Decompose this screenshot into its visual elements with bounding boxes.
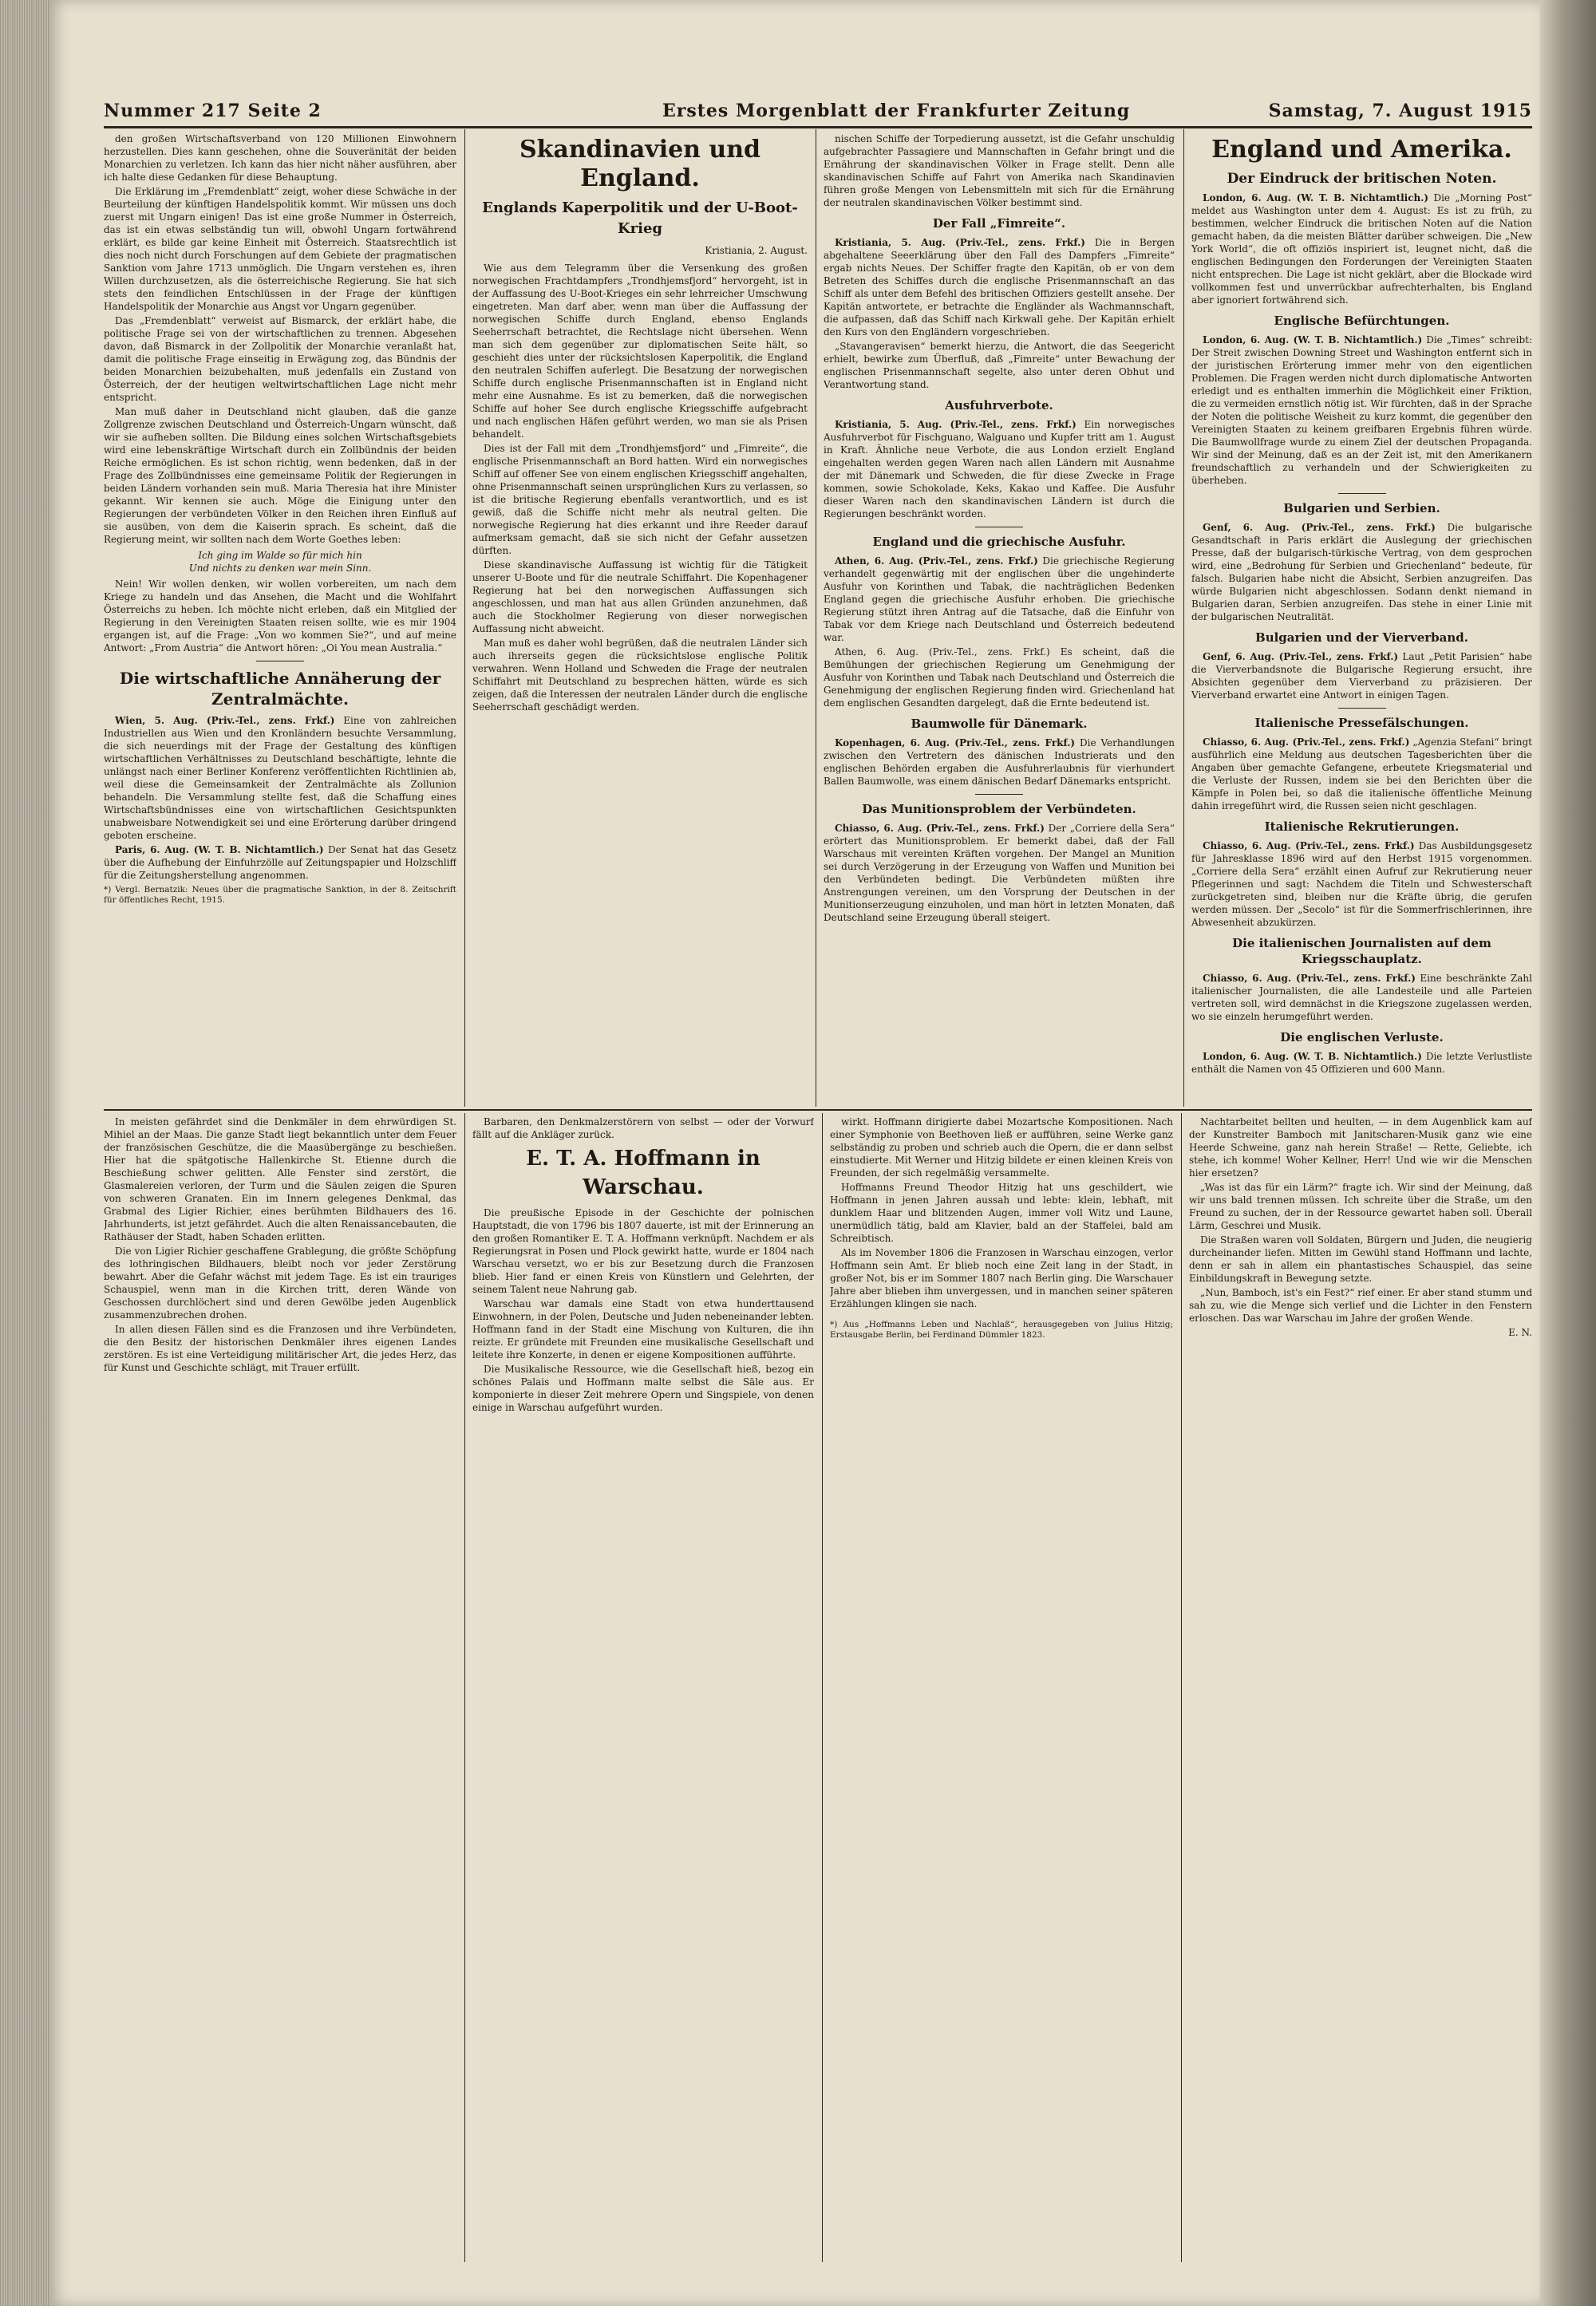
article-paragraph: [104, 843, 456, 882]
article-paragraph: Diese skandinavische Auffassung ist wichtig für die Tätigkeit unserer U-Boote und für die neutrale Schiffahrt. Die Kopenhagener Regierung hat bei den norwegischen Auffassungen sich angeschlossen, und man hat aus allen Gründen anzunehmen, daß auch die Stockholmer Regierung von dieser norwegischen Auffassung nicht abweicht.: [472, 559, 808, 634]
header-page-number: Nummer 217 Seite 2: [104, 101, 322, 121]
article-paragraph: „Stavangeravisen“ bemerkt hierzu, die Antwort, die das Seegericht erhielt, bewirke zum Überfluß, daß „Fimreite“ unter Bewachung der englischen Prisenmannschaft segelte, also unter deren Obhut und Verantwortung stand.: [824, 341, 1175, 390]
dateline: London, 6. Aug. (W. T. B. Nichtamtlich.): [1203, 192, 1429, 203]
separator: [1338, 493, 1386, 494]
article-paragraph: Die Musikalische Ressource, wie die Gesellschaft hieß, bezog ein schönes Palais und Hoffmann malte selbst die Säle aus. Er komponierte in dieser Zeit mehrere Opern und Singspiele, von denen einige in Warschau aufgeführt wurden.: [472, 1364, 814, 1413]
dateline: Chiasso, 6. Aug. (Priv.-Tel., zens. Frkf.): [1203, 840, 1415, 851]
dateline: Kristiania, 5. Aug. (Priv.-Tel., zens. Frkf.): [835, 237, 1085, 248]
column-2: [472, 132, 808, 1106]
article-paragraph: Als im November 1806 die Franzosen in Warschau einzogen, verlor Hoffmann sein Amt. Er blieb noch eine Zeit lang in der Stadt, in großer Not, bis er im Sommer 1807 nach Berlin ging. Die Warschauer Jahre aber blieben ihm unvergessen, und in manchen seiner späteren Erzählungen klingen sie nach.: [830, 1247, 1173, 1309]
headline-hoffmann: E. T. A. Hoffmann in Warschau.: [526, 1147, 760, 1199]
dateline: Genf, 6. Aug. (Priv.-Tel., zens. Frkf.): [1203, 651, 1399, 662]
footnote: *) Vergl. Bernatzik: Neues über die pragmatische Sanktion, in der 8. Zeitschrift für öffentliches Recht, 1915.: [104, 885, 456, 905]
column-divider: [822, 1113, 823, 2262]
header-masthead: Erstes Morgenblatt der Frankfurter Zeitung: [662, 101, 1131, 121]
column-1: [104, 132, 456, 1106]
article-paragraph: [1191, 521, 1532, 623]
feuilleton-column-1: [104, 1115, 456, 2257]
article-paragraph: Man muß daher in Deutschland nicht glauben, daß die ganze Zollgrenze zwischen Deutschland und Österreich-Ungarn wünscht, daß wir sie aufheben sollten. Die Bildung eines solchen Wirtschaftsgebiets wird eine lebenskräftige Wirtschaft durch ein Zollbündnis der beiden Reiche ermöglichen. Es ist schon richtig, wenn bedenken, daß in der Frage des Zollbündnisses eine gemeinsame Politik der Regierungen in beiden Ländern vorhanden sein muß. Maria Theresia hat ihre Minister gekannt. Wir kennen sie auch. Möge die Einigung unter den Regierungen der verbündeten Völker in den Reichen ihren Einfluß auf sie ausüben, von dem die Kaiserin sprach. Es scheint, daß die Regierung meint, wir sollten nach dem Worte Goethes leben:: [104, 406, 456, 545]
dateline: Genf, 6. Aug. (Priv.-Tel., zens. Frkf.): [1203, 522, 1436, 533]
feuilleton-column-4: [1189, 1115, 1532, 2257]
article-paragraph: [824, 418, 1175, 520]
article-paragraph: [824, 236, 1175, 338]
article-paragraph: nischen Schiffe der Torpedierung aussetzt, ist die Gefahr unschuldig aufgebrachter Passagiere und Mannschaften in Gefahr bringt und die Ernährung der skandinavischen Völker in Frage stellt. Denn alle skandinavischen Schiffe auf Fahrt von Amerika nach Skandinavien führen große Mengen von Lebensmitteln mit sich für die Ernährung der neutralen skandinavischen Völker bestimmt sind.: [824, 133, 1175, 208]
article-paragraph: [104, 714, 456, 842]
article-text: Eine beschränkte Zahl italienischer Journalisten, die alle Landesteile und alle Parteien vertreten soll, wird demnächst in die Kriegszone zugelassen werden, wo sie einzeln herumgeführt werden.: [1191, 973, 1532, 1022]
section-rule: [104, 1109, 1532, 1111]
author-signature: E. N.: [1508, 1327, 1532, 1338]
dateline: Chiasso, 6. Aug. (Priv.-Tel., zens. Frkf.): [1203, 736, 1410, 748]
article-text: Laut „Petit Parisien“ habe die Vierverbandsnote die Bulgarische Regierung ersucht, ihre Absichten gegenüber dem Vierverband zu präzisieren. Der Vierverband erwartet eine Antwort in einigen Tagen.: [1191, 651, 1532, 701]
header-date: Samstag, 7. August 1915: [1268, 101, 1532, 121]
headline-munitionsproblem: Das Munitionsproblem der Verbündeten.: [862, 802, 1136, 816]
footnote: *) Aus „Hoffmanns Leben und Nachlaß“, herausgegeben von Julius Hitzig; Erstausgabe Berlin, bei Ferdinand Dümmler 1823.: [830, 1320, 1173, 1340]
article-paragraph: Nachtarbeitet bellten und heulten, — in dem Augenblick kam auf der Kunstreiter Bamboch mit Janitscharen-Musik ganz wie eine Heerde Schweine, ganz nah herein Straße! — Rette, Geliebte, ich stehe, ich komme! Woher Kellner, Herr! Und wie wir die Menschen hier ersetzen?: [1189, 1116, 1532, 1179]
column-divider: [464, 1113, 465, 2262]
article-paragraph: [1191, 1050, 1532, 1076]
headline-ausfuhrverbote: Ausfuhrverbote.: [945, 398, 1053, 413]
article-text: Die „Morning Post“ meldet aus Washington unter dem 4. August: Es ist zu früh, zu bestimmen, welcher Eindruck die britischen Noten auf die Nation gemacht haben, da die meisten Blätter darüber schweigen. Die „New York World“, die oft offiziös inspiriert ist, leugnet nicht, daß die englischen Bedingungen den Forderungen der Vereinigten Staaten nicht entsprechen. Die Lage ist nicht geklärt, aber die Blockade wird vollkommen fest und unverrückbar aufrechterhalten, bis England aber ignoriert fortwährend sich.: [1191, 192, 1532, 306]
article-paragraph: [824, 822, 1175, 924]
article-text: Eine von zahlreichen Industriellen aus Wien und den Kronländern besuchte Versammlung, die sich neuerdings mit der Frage der Gestaltung des künftigen wirtschaftlichen Verhältnisses zu Deutschland beschäftigte, lehnte die unlängst nach einer Berliner Konferenz veröffentlichten Richtlinien ab, weil diese die Gemeinsamkeit der Zentralmächte als Zollunion behandeln. Die Versammlung stellte fest, daß die Schaffung eines Wirtschaftsbündnisses eine von wirtschaftlichen Gesichtspunkten unabweisbare Notwendigkeit sei und eine Erörterung darüber dringend geboten erscheine.: [104, 715, 456, 841]
page-header: [104, 96, 1532, 126]
article-text: Das Ausbildungsgesetz für Jahresklasse 1896 wird auf den Herbst 1915 vorgenommen. „Corriere della Sera“ erzählt einen Aufruf zur Rekrutierung neuer Pflegerinnen und sagt: Nachdem die Titeln und Schwesterschaft zurückgetreten sind, bleiben nur die Kräfte übrig, die gerufen werden müssen. Der „Secolo“ ist für die Sommerfrischlerinnen, ihre Abwesenheit abzukürzen.: [1191, 840, 1532, 928]
dateline: Kopenhagen, 6. Aug. (Priv.-Tel., zens. Frkf.): [835, 737, 1076, 748]
article-paragraph: Hoffmanns Freund Theodor Hitzig hat uns geschildert, wie Hoffmann in jenen Jahren aussah und lebte: klein, lebhaft, mit dunklem Haar und blitzenden Augen, immer voll Witz und Laune, unermüdlich tätig, bald am Klavier, bald an der Staffelei, bald am Schreibtisch.: [830, 1182, 1173, 1244]
article-paragraph: [1191, 972, 1532, 1023]
column-3: [824, 132, 1175, 1106]
dateline: London, 6. Aug. (W. T. B. Nichtamtlich.): [1203, 1051, 1422, 1062]
separator: [1338, 708, 1386, 709]
dateline: London, 6. Aug. (W. T. B. Nichtamtlich.): [1203, 334, 1423, 346]
headline-griechische-ausfuhr: England und die griechische Ausfuhr.: [872, 535, 1126, 549]
separator: [975, 794, 1023, 795]
article-text: Der „Corriere della Sera“ erörtert das Munitionsproblem. Er bemerkt dabei, daß der Fall Warschaus mit vereinten Kräften vorgehen. Der Mangel an Munition sei durch Verzögerung in der Erzeugung von Waffen und Munition bei den Verbündeten bedingt. Die Verbündeten müßten ihre Anstrengungen vereinen, um den Vorsprung der Deutschen in der Munitionserzeugung einzuholen, und man hört in letzten Monaten, daß Deutschland seine Erzeugung überall steigert.: [824, 823, 1175, 923]
dateline: Kristiania, 2. August.: [705, 245, 808, 256]
headline-baumwolle: Baumwolle für Dänemark.: [911, 717, 1088, 731]
verse-line: Und nichts zu denken war mein Sinn.: [188, 563, 372, 574]
article-text: „Agenzia Stefani“ bringt ausführlich eine Meldung aus deutschen Tagesberichten über die Angaben über gemachte Gefangene, erbeutete Kriegsmaterial und die Verluste der Russen, indem sie bei den Berichten über die Kämpfe in Polen bei, so daß die italienische öffentliche Meinung dahin irregeführt wird, die Russen seien nicht geschlagen.: [1191, 736, 1532, 811]
article-paragraph: [1191, 650, 1532, 701]
article-paragraph: Die Straßen waren voll Soldaten, Bürgern und Juden, die neugierig durcheinander liefen. Mitten im Gewühl stand Hoffmann und lachte, denn er sah in allem ein phantastisches Schauspiel, das seine Einbildungskraft in Bewegung setzte.: [1189, 1234, 1532, 1284]
headline-rekrutierungen: Italienische Rekrutierungen.: [1264, 819, 1460, 834]
article-paragraph: [824, 555, 1175, 644]
headline-pressefaelschungen: Italienische Pressefälschungen.: [1254, 716, 1469, 730]
headline-england-amerika: England und Amerika.: [1211, 136, 1512, 164]
article-paragraph: Nein! Wir wollen denken, wir wollen vorbereiten, um nach dem Kriege zu handeln und das Ansehen, die Macht und die Wohlfahrt Österreichs zu heben. Ich möchte nicht erleben, daß ein Mitglied der Regierung in den Vereinigten Staaten reisen sollte, wie es mir 1904 ergangen ist, auf die Frage: „Von wo kommen Sie?“, und auf meine Antwort: „From Austria“ die Antwort hören: „Oi You mean Australia.“: [104, 578, 456, 653]
dateline: Kristiania, 5. Aug. (Priv.-Tel., zens. Frkf.): [835, 419, 1077, 430]
headline-bulgarien-serbien: Bulgarien und Serbien.: [1283, 501, 1440, 515]
headline-vierverband: Bulgarien und der Vierverband.: [1255, 630, 1468, 645]
article-paragraph: Athen, 6. Aug. (Priv.-Tel., zens. Frkf.) Es scheint, daß die Bemühungen der griechischen Regierung um Genehmigung der Ausfuhr von Korinthen und Tabak nach Deutschland und Österreich die Genehmigung der englischen Regierung finden wird. Griechenland hat dem englischen Gesandten dargelegt, daß die Ernte bedeutend ist.: [824, 646, 1175, 709]
subheadline-britische-noten: Der Eindruck der britischen Noten.: [1227, 171, 1497, 187]
dateline: Chiasso, 6. Aug. (Priv.-Tel., zens. Frkf.): [1203, 973, 1416, 984]
article-text: Ein norwegisches Ausfuhrverbot für Fischguano, Walguano und Kupfer tritt am 1. August in Kraft. Ähnliche neue Verbote, die aus London erzielt England eingehalten werden gegen Waren nach allen Ländern mit Ausnahme der mit Dänemark und Schweden, die für diese Zwecke in Frage kommen, sowie Schokolade, Keks, Kakao und Kaffee. Die Ausfuhr dieser Waren nach den skandinavischen Ländern ist durch die Regierungen beschränkt worden.: [824, 419, 1175, 519]
article-text: Die „Times“ schreibt: Der Streit zwischen Downing Street und Washington entfernt sich in der juristischen Erörterung immer mehr von den eigentlichen Problemen. Die Fragen werden nicht durch diplomatische Antworten erledigt und es enthalten immerhin die Möglichkeit einer Friktion, die zu vermeiden ernstlich nötig ist. Wir fürchten, daß in der Sprache der Noten die politische Weisheit zu kurz kommt, die gegenüber den Vereinigten Staaten zu keinem greifbaren Ergebnis führen würde. Die Baumwollfrage wurde zu einem Ziel der deutschen Propaganda. Wir sind der Meinung, daß es an der Zeit ist, mit den Amerikanern freundschaftlich zu verhandeln und der Schwierigkeiten zu überheben.: [1191, 334, 1532, 486]
dateline: Paris, 6. Aug. (W. T. B. Nichtamtlich.): [115, 844, 324, 855]
article-paragraph: Die Erklärung im „Fremdenblatt“ zeigt, woher diese Schwäche in der Beurteilung der künftigen Handelspolitik kommt. Wir müssen uns doch zuerst mit Ungarn einigen! Das ist eine große Nummer in Österreich, das ist ein etwas selbständig tun will, obwohl Ungarn fortwährend erklärt, es bilde gar keine Einheit mit Österreich. Staatsrechtlich ist dies noch nicht durch Forschungen auf dem Gebiete der pragmatischen Sanktion vom Jahre 1713 unmöglich. Die Ungarn verstehen es, ihren Willen durchzusetzen, als die österreichische Regierung. Sie hat sich stets den feindlichen Entschlüssen in der Frage der künftigen Handelspolitik der Monarchie aus Angst vor Ungarn gegenüber.: [104, 186, 456, 312]
book-edge: [0, 0, 49, 2306]
dateline: Athen, 6. Aug. (Priv.-Tel., zens. Frkf.): [835, 555, 1038, 567]
headline-fimreite: Der Fall „Fimreite“.: [932, 216, 1066, 231]
article-paragraph: „Nun, Bamboch, ist's ein Fest?“ rief einer. Er aber stand stumm und sah zu, wie die Menge sich verlief und die Lichter in den Fenstern erloschen. Das war Warschau im Jahre der großen Wende.: [1189, 1287, 1532, 1324]
article-paragraph: [1191, 334, 1532, 487]
article-text: Die letzte Verlustliste enthält die Namen von 45 Offizieren und 600 Mann.: [1191, 1051, 1532, 1075]
page-curl-edge: [1540, 0, 1596, 2306]
article-paragraph: In allen diesen Fällen sind es die Franzosen und ihre Verbündeten, die den Besitz der historischen Denkmäler ihres eigenen Landes zerstören. Es ist eine Verteidigung militärischer Art, die jedes Herz, das für Kunst und Geschichte schlägt, mit Trauer erfüllt.: [104, 1324, 456, 1373]
dateline: Chiasso, 6. Aug. (Priv.-Tel., zens. Frkf.): [835, 823, 1045, 834]
column-divider: [1183, 129, 1184, 1107]
article-paragraph: Wie aus dem Telegramm über die Versenkung des großen norwegischen Frachtdampfers „Trondhjemsfjord“ hervorgeht, ist in der Auffassung des U-Boot-Krieges ein sehr lehrreicher Umschwung eingetreten. Man darf aber, wenn man über die Auffassung der norwegischen Schiffe durch England, ebenso Englands Seeherrschaft betrachtet, die Rechtslage nicht übersehen. Wenn man sich dem gegenüber zur diplomatischen Seite hält, so geschieht dies unter der rücksichtslosen Kaperpolitik, die England den neutralen Schiffen auferlegt. Die Besatzung der norwegischen Schiffe durch englische Prisenmannschaften ist in England nicht mehr eine Ausnahme. Es ist zu bemerken, daß die norwegischen Schiffe auf hoher See durch englische Kriegsschiffe aufgebracht und nach englischen Häfen geführt werden, wo man sie als Prisen behandelt.: [472, 263, 808, 440]
article-text: Die in Bergen abgehaltene Seeerklärung über den Fall des Dampfers „Fimreite“ ergab nichts Neues. Der Schiffer fragte den Kapitän, ob er von dem Betreten des Schiffes durch die englische Prisenmannschaft an das Schiff als unter dem Befehl des britischen Offiziers gestellt ansehe. Der Kapitän antwortete, er betrachte die Engländer als Wachmannschaft, die aufpassen, daß das Schiff nach Kirkwall gehe. Der Kapitän erhielt den Kurs von den Engländern vorgeschrieben.: [824, 237, 1175, 338]
article-paragraph: Die preußische Episode in der Geschichte der polnischen Hauptstadt, die von 1796 bis 1807 dauerte, ist mit der Erinnerung an den großen Romantiker E. T. A. Hoffmann verknüpft. Nachdem er als Regierungsrat in Posen und Plock gewirkt hatte, wurde er 1804 nach Warschau versetzt, wo er bis zur Besetzung durch die Franzosen blieb. Hier fand er einen Kreis von Künstlern und Gelehrten, der seinem Talent neue Nahrung gab.: [472, 1207, 814, 1295]
dateline: Wien, 5. Aug. (Priv.-Tel., zens. Frkf.): [115, 715, 335, 726]
article-paragraph: [824, 736, 1175, 788]
article-paragraph: [1191, 192, 1532, 306]
article-text: Der Senat hat das Gesetz über die Aufhebung der Einfuhrzölle auf Zeitungspapier und Holzschliff für die Zeitungsherstellung angenommen.: [104, 844, 456, 881]
article-paragraph: wirkt. Hoffmann dirigierte dabei Mozartsche Kompositionen. Nach einer Symphonie von Beethoven ließ er aufführen, seine Werke ganz selbständig zu proben und schrieb auch die Opern, die er dann selbst einstudierte. Mit Werner und Hitzig bildete er einen kleinen Kreis von Freunden, der sich regelmäßig versammelte.: [830, 1116, 1173, 1179]
feuilleton-column-3: [830, 1115, 1173, 2257]
feuilleton-column-2: [472, 1115, 814, 2257]
article-paragraph: Dies ist der Fall mit dem „Trondhjemsfjord“ und „Fimreite“, die englische Prisenmannschaft an Bord hatten. Wird ein norwegisches Schiff auf offener See von einem englischen Kriegsschiff angehalten, ohne Prisenmannschaft seinen ursprünglichen Kurs zu verlassen, so ist die britische Regierung ebenfalls verantwortlich, und es ist gewiß, daß die Schiffe nicht mehr als neutral gelten. Die norwegische Regierung hat dies erkannt und ihre Reeder darauf aufmerksam gemacht, daß sie sich nicht der Gefahr aussetzen dürften.: [472, 443, 808, 556]
headline-wirtschaft: Die wirtschaftliche Annäherung der Zentralmächte.: [119, 669, 441, 709]
column-divider: [464, 129, 465, 1107]
verse-line: Ich ging im Walde so für mich hin: [198, 550, 362, 561]
article-paragraph: Barbaren, den Denkmalzerstörern von selbst — oder der Vorwurf fällt auf die Ankläger zurück.: [472, 1116, 814, 1140]
verse: [104, 549, 456, 575]
column-divider: [1181, 1113, 1182, 2262]
article-paragraph: den großen Wirtschaftsverband von 120 Millionen Einwohnern herzustellen. Dies kann geschehen, ohne die Souveränität der beiden Monarchien zu verletzen. Ich kann das hier nicht näher ausführen, aber ich halte diese Gedanken für diese Behauptung.: [104, 133, 456, 183]
article-paragraph: Die von Ligier Richier geschaffene Grablegung, die größte Schöpfung des lothringischen Bildhauers, bleibt noch vor jeder Zerstörung bewahrt. Aber die Gefahr wächst mit jedem Tage. Es ist ein trauriges Schauspiel, wenn man in die Kirchen tritt, deren Wände von Geschossen durchlöchert sind und deren Gewölbe jeden Augenblick zusammenzubrechen drohen.: [104, 1246, 456, 1321]
article-paragraph: [1191, 736, 1532, 812]
article-text: Die Verhandlungen zwischen den Vertretern des dänischen Industrierats und den englischen Behörden ergaben die Ausfuhrerlaubnis für vierhundert Ballen Baumwolle, was einem dänischen Bedarf Dänemarks entspricht.: [824, 737, 1175, 787]
article-text: Die bulgarische Gesandtschaft in Paris erklärt die Auslegung der griechischen Presse, daß der bulgarisch-türkische Vertrag, von dem gesprochen wird, eine „Bedrohung für Serbien und Griechenland“ bedeute, für falsch. Bulgarien habe nicht die Absicht, Serbien anzugreifen. Das würde Bulgarien nicht abgeschlossen. Sodann denkt niemand in Bulgarien daran, Serbien anzugreifen. Das stehe in einer Linie mit der bulgarischen Neutralität.: [1191, 522, 1532, 622]
headline-befuerchtungen: Englische Befürchtungen.: [1274, 314, 1450, 328]
headline-verluste: Die englischen Verluste.: [1280, 1030, 1444, 1044]
article-paragraph: „Was ist das für ein Lärm?“ fragte ich. Wir sind der Meinung, daß wir uns bald trennen müssen. Ich schreite über die Straße, um den Freund zu suchen, der in der Ressource gewartet haben soll. Überall Lärm, Geschrei und Musik.: [1189, 1182, 1532, 1231]
article-paragraph: Das „Fremdenblatt“ verweist auf Bismarck, der erklärt habe, die politische Frage sei von der wirtschaftlichen zu trennen. Abgesehen davon, daß Bismarck in der Zollpolitik der Monarchie veranlaßt hat, damit die politische Frage einseitig in Erwägung zog, das Bündnis der beiden Monarchien beizubehalten, muß jedenfalls ein Zustand von Österreich, der der heutigen weltwirtschaftlichen Lage nicht mehr entspricht.: [104, 315, 456, 403]
header-rule: [104, 126, 1532, 128]
article-text: Die griechische Regierung verhandelt gegenwärtig mit der englischen über die ungehinderte Ausfuhr von Korinthen und Tabak, die nachträglichen Bedenken England gegen die griechische Ausfuhr erhoben. Die griechische Regierung stützt ihren Antrag auf die Tatsache, daß die Einfuhr von Tabak vor dem Kriege nach Deutschland und Österreich bedeutend war.: [824, 555, 1175, 643]
subheadline-kaperpolitik: Englands Kaperpolitik und der U-Boot-Krieg: [482, 199, 798, 237]
article-paragraph: Man muß es daher wohl begrüßen, daß die neutralen Länder sich auch ihrerseits gegen die rücksichtslose englische Politik verwahren. Wenn Holland und Schweden die Frage der neutralen Schiffahrt mit Deutschland zu besprechen hätten, würde es sich zeigen, daß die Interessen der neutralen Länder durch die englische Seeherrschaft geschädigt werden.: [472, 638, 808, 713]
headline-skandinavien: Skandinavien und England.: [519, 136, 761, 192]
headline-journalisten: Die italienischen Journalisten auf dem Kriegsschauplatz.: [1232, 936, 1491, 966]
article-paragraph: Warschau war damals eine Stadt von etwa hunderttausend Einwohnern, in der Polen, Deutsche und Juden nebeneinander lebten. Hoffmann fand in der Stadt eine Mischung von Kulturen, die ihn reizte. Er gründete mit Freunden eine musikalische Gesellschaft und leitete ihre Konzerte, in denen er eigene Kompositionen aufführte.: [472, 1298, 814, 1360]
article-paragraph: [1191, 839, 1532, 929]
article-paragraph: In meisten gefährdet sind die Denkmäler in dem ehrwürdigen St. Mihiel an der Maas. Die ganze Stadt liegt bekanntlich unter dem Feuer der französischen Geschütze, die die Maasübergänge zu beschießen. Hier hat die spätgotische Hallenkirche St. Etienne durch die Beschießung schwer gelitten. Alle Fenster sind zerstört, die Glasmalereien verloren, der Turm und die Säulen zeigen die Spuren von schweren Granaten. Ein im Innern gelegenes Denkmal, das Grabmal des Ligier Richier, eines berühmten Bildhauers des 16. Jahrhunderts, ist jetzt gefährdet. Auch die alten Renaissancebauten, die Rathäuser der Stadt, haben Schaden erlitten.: [104, 1116, 456, 1242]
column-4: [1191, 132, 1532, 1106]
